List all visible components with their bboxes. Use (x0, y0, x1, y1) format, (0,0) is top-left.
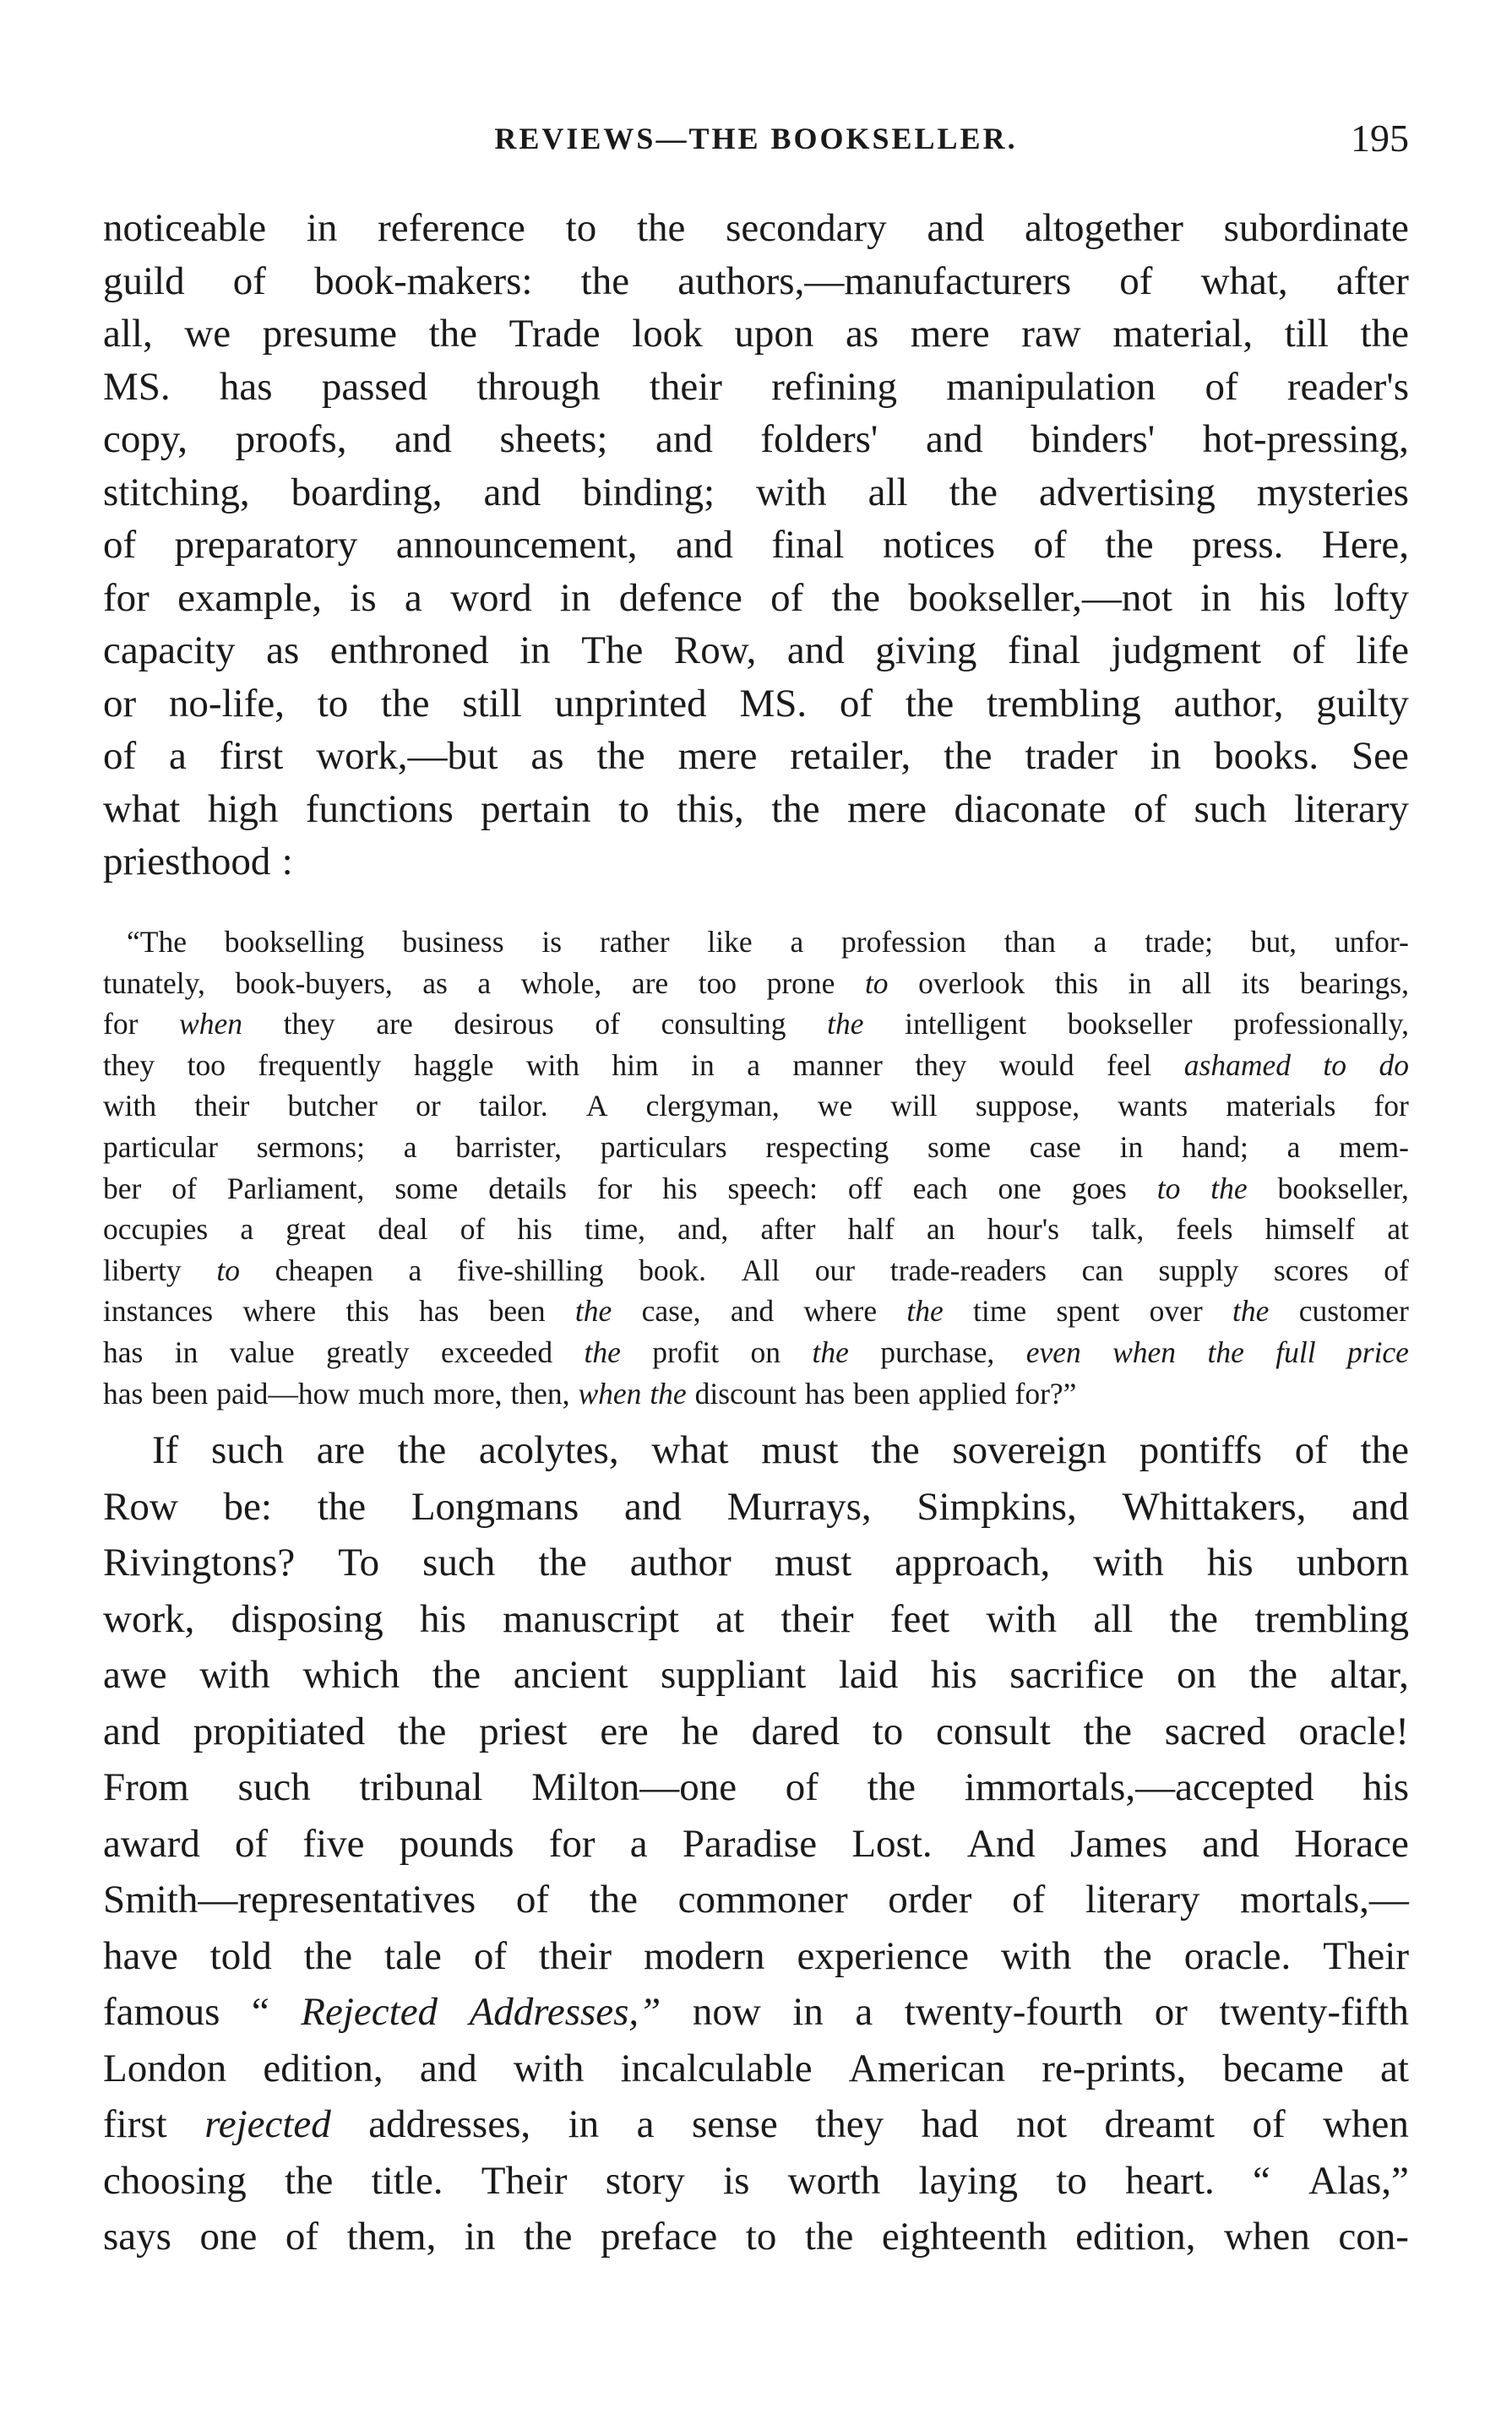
text-line: copy, proofs, and sheets; and folders' and binders' hot-pressing, (103, 417, 1409, 461)
text-line: or no-life, to the still unprinted MS. of the trembling author, guilty (103, 681, 1409, 726)
text-line: for example, is a word in defence of the bookseller,—not in his lofty (103, 575, 1409, 620)
text-line: first rejected addresses, in a sense they had not dreamt of when (103, 2102, 1409, 2146)
running-title: REVIEWS—THE BOOKSELLER. (494, 122, 1018, 155)
text-line: Smith—representatives of the commoner order of literary mortals,— (103, 1878, 1409, 1922)
text-line: Rivingtons? To such the author must approach, with his unborn (103, 1541, 1409, 1585)
text-line: stitching, boarding, and binding; with all the advertising mysteries (103, 470, 1409, 514)
text-line: “The bookselling business is rather like a profession than a trade; but, unfor- (127, 925, 1409, 959)
text-line: for when they are desirous of consulting the intelligent bookseller professionally, (103, 1007, 1409, 1041)
text-line: of a first work,—but as the mere retailer, the trader in books. See (103, 734, 1409, 778)
text-line: work, disposing his manuscript at their feet with all the trembling (103, 1596, 1409, 1641)
text-line: has been paid—how much more, then, when the discount has been applied for?” (103, 1376, 1077, 1411)
text-line: guild of book-makers: the authors,—manufacturers of what, after (103, 258, 1409, 303)
text-line: award of five pounds for a Paradise Lost. And James and Horace (103, 1821, 1409, 1866)
text-line: and propitiated the priest ere he dared to consult the sacred oracle! (103, 1709, 1409, 1753)
text-line: with their butcher or tailor. A clergyman, we will suppose, wants materials for (103, 1089, 1409, 1123)
text-line: famous “ Rejected Addresses,” now in a twenty-fourth or twenty-fifth (103, 1990, 1409, 2034)
page-number: 195 (1351, 117, 1409, 160)
text-line: instances where this has been the case, and where the time spent over the customer (103, 1294, 1409, 1329)
text-line: all, we presume the Trade look upon as mere raw material, till the (103, 312, 1409, 356)
text-line: tunately, book-buyers, as a whole, are too prone to overlook this in all its bearings, (103, 965, 1409, 1000)
text-line: ber of Parliament, some details for his speech: off each one goes to the bookseller, (103, 1171, 1409, 1205)
text-line: Row be: the Longmans and Murrays, Simpkins, Whittakers, and (103, 1484, 1409, 1529)
text-line: From such tribunal Milton—one of the immortals,—accepted his (103, 1765, 1409, 1809)
text-line: awe with which the ancient suppliant laid his sacrifice on the altar, (103, 1653, 1409, 1697)
running-head (103, 111, 1409, 166)
text-line: liberty to cheapen a five-shilling book. All our trade-readers can supply scores of (103, 1253, 1409, 1287)
text-line: of preparatory announcement, and final notices of the press. Here, (103, 523, 1409, 567)
text-line: says one of them, in the preface to the eighteenth edition, when con- (103, 2215, 1409, 2259)
text-line: what high functions pertain to this, the mere diaconate of such literary (103, 786, 1409, 831)
text-line: London edition, and with incalculable American re-prints, became at (103, 2046, 1409, 2090)
text-line: MS. has passed through their refining manipulation of reader's (103, 364, 1409, 409)
text-line: priesthood : (103, 840, 293, 883)
text-line: particular sermons; a barrister, particulars respecting some case in hand; a mem- (103, 1130, 1409, 1164)
text-line: capacity as enthroned in The Row, and giving final judgment of life (103, 628, 1409, 672)
text-line: they too frequently haggle with him in a manner they would feel ashamed to do (103, 1047, 1409, 1082)
text-line: has in value greatly exceeded the profit on the purchase, even when the full price (103, 1335, 1409, 1369)
text-line: occupies a great deal of his time, and, after half an hour's talk, feels himself at (103, 1212, 1409, 1247)
text-line: noticeable in reference to the secondary and altogether subordinate (103, 206, 1409, 250)
text-line: have told the tale of their modern experience with the oracle. Their (103, 1933, 1409, 1978)
text-line: If such are the acolytes, what must the sovereign pontiffs of the (152, 1428, 1409, 1472)
text-line: choosing the title. Their story is worth laying to heart. “ Alas,” (103, 2158, 1409, 2203)
